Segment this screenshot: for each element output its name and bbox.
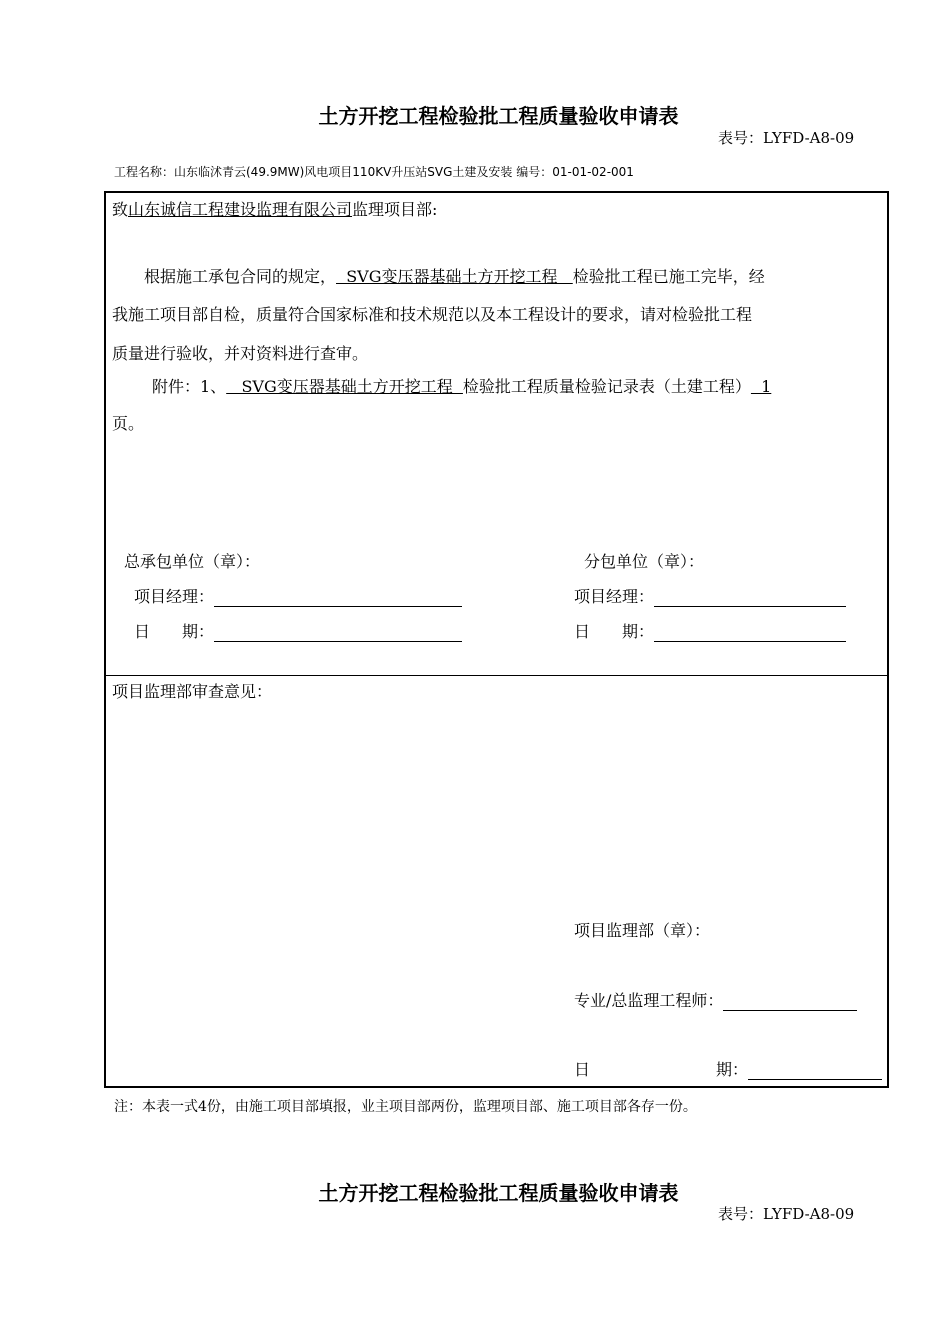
contractor-pm-field[interactable] [214,588,462,607]
body-line-1: 根据施工承包合同的规定， SVG变压器基础土方开挖工程 检验批工程已施工完毕，经 [144,267,765,286]
section-divider [106,675,887,676]
attachment-pages: 1 [750,377,772,396]
contractor-pm-row: 项目经理： [134,584,462,607]
contractor-date-row: 日 期： [134,619,462,642]
subcontractor-label: 分包单位（章）： [584,552,705,571]
form-number: 表号：LYFD-A8-09 [718,129,855,147]
supervision-seal-label: 项目监理部（章）： [574,921,711,940]
attachment-item: SVG变压器基础土方开挖工程 [226,377,463,396]
attachment-line: 附件：1、 SVG变压器基础土方开挖工程 检验批工程质量检验记录表（土建工程） 1 [152,377,772,396]
subcontractor-date-row: 日 期： [574,619,846,642]
form-title: 土方开挖工程检验批工程质量验收申请表 [318,104,679,128]
supervision-date-row: 日 [574,1060,591,1079]
body-line-3: 质量进行验收，并对资料进行查审。 [112,344,369,363]
subcontractor-pm-row: 项目经理： [574,584,846,607]
footnote: 注：本表一式4份，由施工项目部填报，业主项目部两份，监理项目部、施工项目部各存一份。 [114,1099,697,1115]
supervision-opinion-label: 项目监理部审查意见： [112,682,273,701]
contractor-date-field[interactable] [214,623,462,642]
engineer-row: 专业/总监理工程师： [574,988,857,1011]
supervision-date-field-row: 期： [716,1057,882,1080]
addressee-line: 致山东诚信工程建设监理有限公司监理项目部: [112,200,438,219]
contractor-label: 总承包单位（章）： [124,552,261,571]
supervision-date-field[interactable] [748,1061,882,1080]
engineer-sign-field[interactable] [723,992,857,1011]
subcontractor-date-field[interactable] [654,623,846,642]
attachment-end: 页。 [112,414,145,433]
body-line-2: 我施工项目部自检，质量符合国家标准和技术规范以及本工程设计的要求，请对检验批工程 [112,305,753,324]
project-info-line: 工程名称：山东临沭青云(49.9MW)风电项目110KV升压站SVG土建及安装 编号：01-01-02-001 [114,165,634,179]
subcontractor-pm-field[interactable] [654,588,846,607]
inspection-batch-name: SVG变压器基础土方开挖工程 [336,267,573,286]
repeat-form-title: 土方开挖工程检验批工程质量验收申请表 [318,1181,679,1205]
repeat-form-number: 表号：LYFD-A8-09 [718,1205,855,1223]
supervisor-company: 山东诚信工程建设监理有限公司 [128,200,353,219]
